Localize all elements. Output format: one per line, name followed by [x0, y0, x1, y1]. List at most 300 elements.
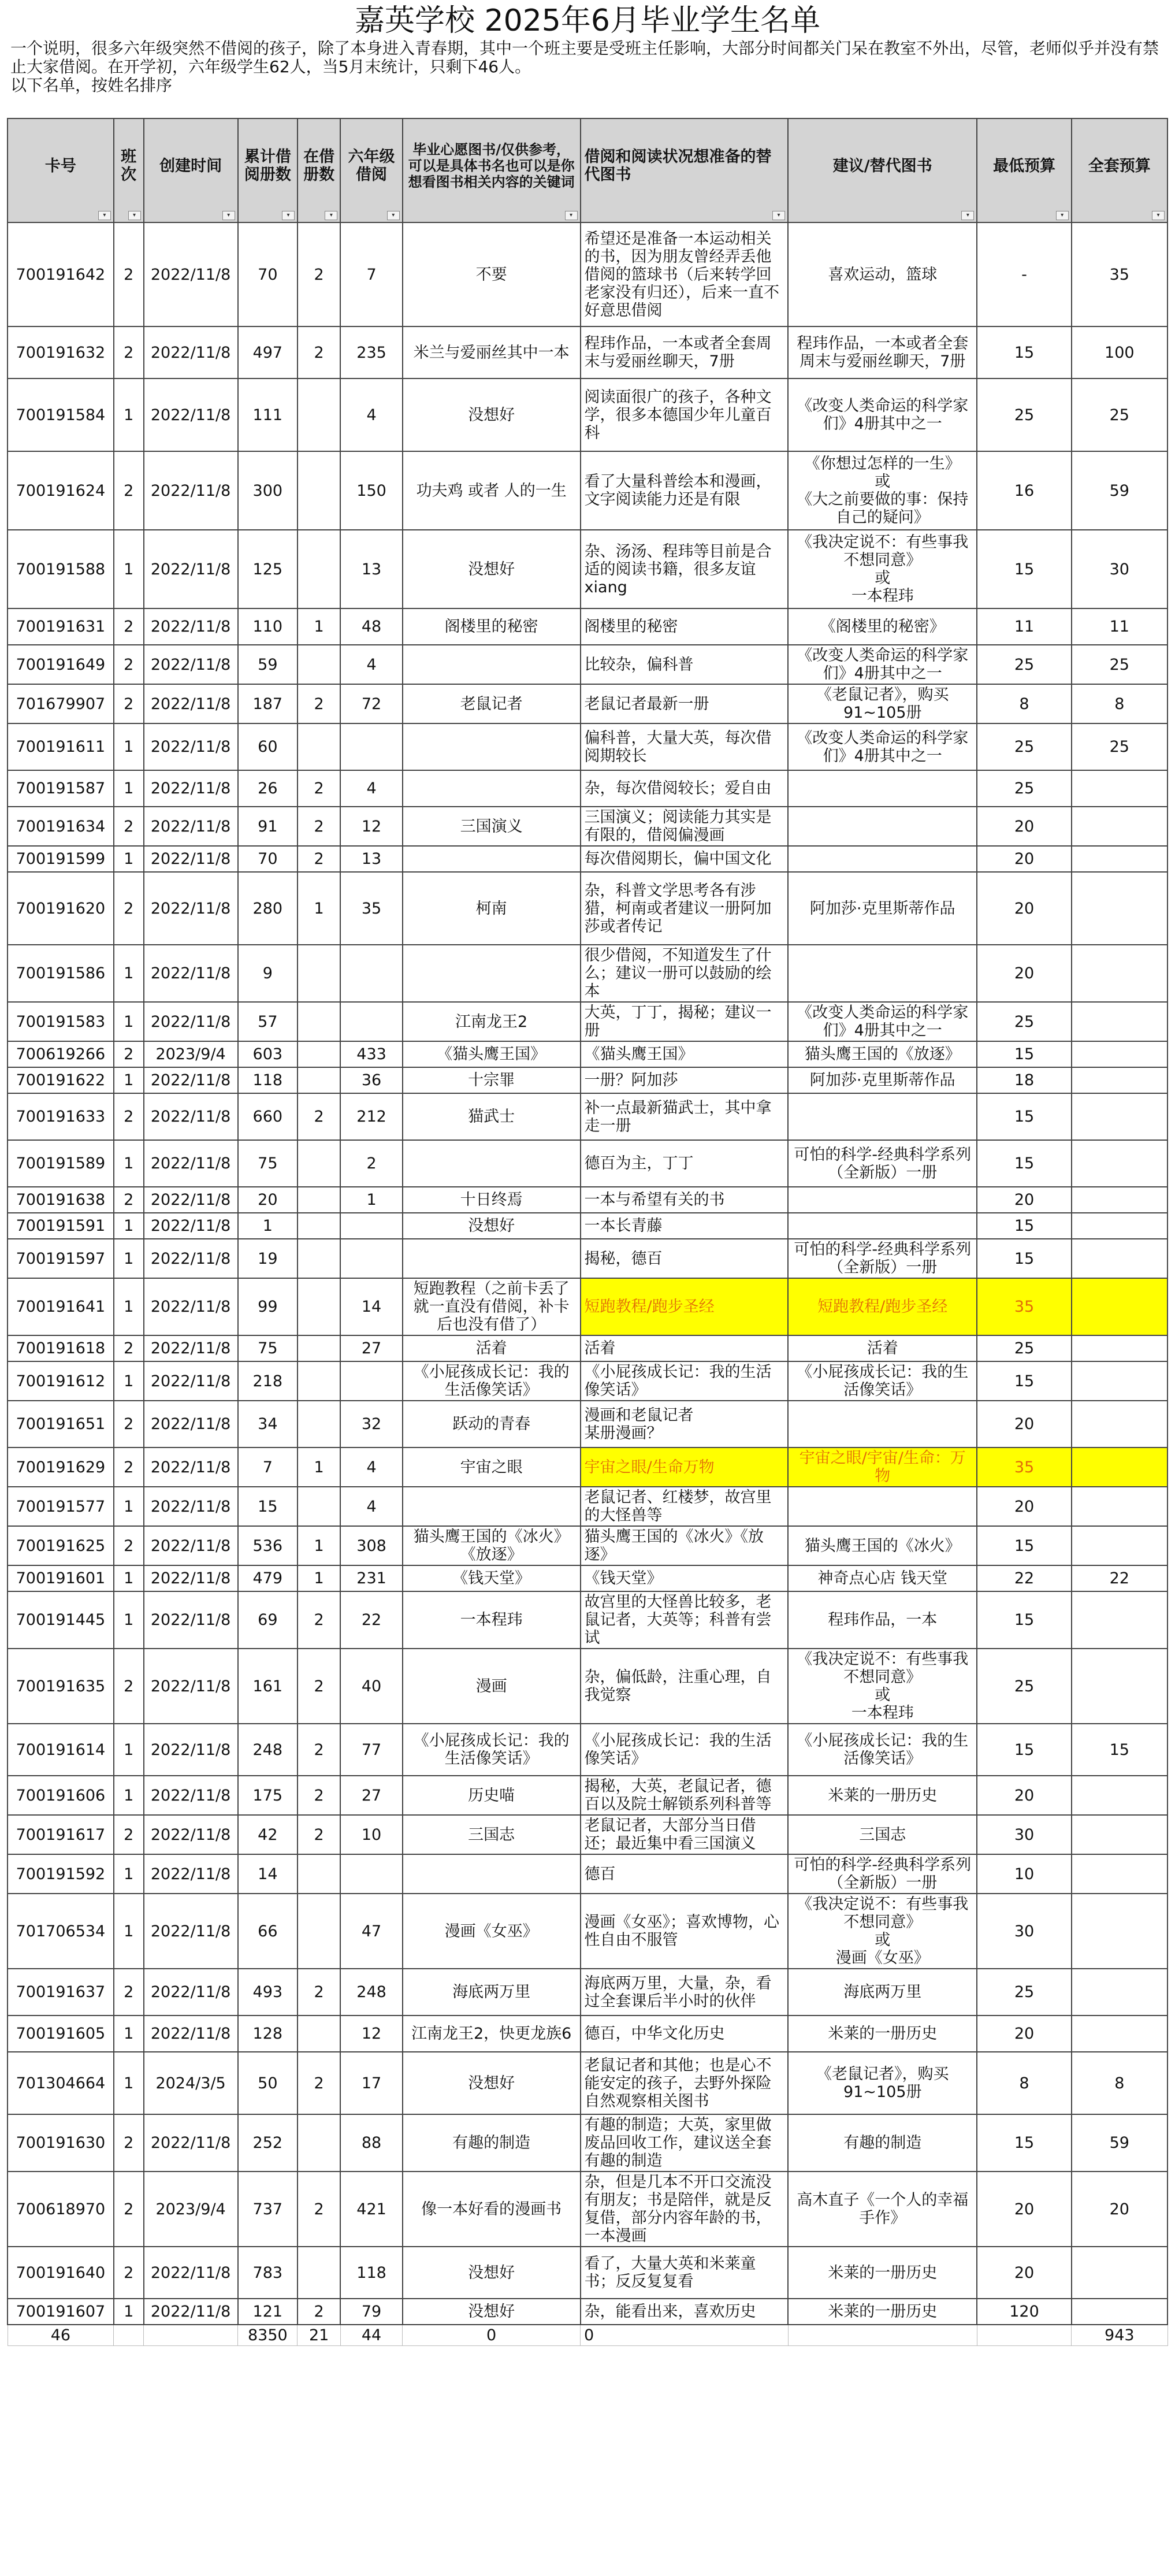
wish-book-cell[interactable]: 跃动的青春 [403, 1401, 581, 1447]
suggestion-cell[interactable] [788, 1187, 977, 1213]
created-date-cell[interactable]: 2022/11/8 [144, 451, 238, 530]
suggestion-cell[interactable]: 可怕的科学-经典科学系列（全新版）一册 [788, 1239, 977, 1278]
set-budget-cell[interactable] [1072, 1776, 1167, 1815]
class-cell[interactable]: 1 [114, 1067, 144, 1093]
total-borrowed[interactable]: 8350 [238, 2325, 298, 2346]
filter-dropdown-icon[interactable]: ▾ [387, 211, 400, 220]
grade6-borrowed-cell[interactable]: 308 [340, 1526, 402, 1565]
filter-dropdown-icon[interactable]: ▾ [1152, 211, 1165, 220]
set-budget-cell[interactable]: 35 [1072, 222, 1167, 326]
min-budget-cell[interactable]: 25 [977, 645, 1071, 684]
card-number-cell[interactable]: 700191607 [8, 2299, 114, 2325]
created-date-cell[interactable]: 2022/11/8 [144, 945, 238, 1002]
wish-book-cell[interactable] [403, 723, 581, 770]
total-cell[interactable] [788, 2325, 977, 2346]
wish-book-cell[interactable] [403, 1854, 581, 1894]
suggestion-cell[interactable]: 短跑教程/跑步圣经 [788, 1278, 977, 1335]
card-number-cell[interactable]: 700191612 [8, 1361, 114, 1401]
min-budget-cell[interactable]: 20 [977, 2172, 1071, 2247]
set-budget-cell[interactable] [1072, 1526, 1167, 1565]
total-borrowed-cell[interactable]: 1 [238, 1213, 298, 1239]
created-date-cell[interactable]: 2022/11/8 [144, 1002, 238, 1041]
grade6-borrowed-cell[interactable]: 47 [340, 1894, 402, 1969]
suggestion-cell[interactable] [788, 945, 977, 1002]
class-cell[interactable]: 1 [114, 1894, 144, 1969]
total-borrowed-cell[interactable]: 14 [238, 1854, 298, 1894]
min-budget-cell[interactable]: 25 [977, 378, 1071, 451]
set-budget-cell[interactable] [1072, 1649, 1167, 1724]
reading-status-cell[interactable]: 海底两万里，大量，杂，看过全套课后半小时的伙伴 [581, 1969, 788, 2015]
set-budget-cell[interactable] [1072, 1854, 1167, 1894]
total-borrowed-cell[interactable]: 497 [238, 326, 298, 378]
reading-status-cell[interactable]: 三国演义；阅读能力其实是有限的，借阅偏漫画 [581, 807, 788, 846]
total-borrowed-cell[interactable]: 280 [238, 872, 298, 945]
class-cell[interactable]: 2 [114, 1401, 144, 1447]
class-cell[interactable]: 1 [114, 1213, 144, 1239]
wish-book-cell[interactable]: 漫画 [403, 1649, 581, 1724]
set-budget-cell[interactable]: 11 [1072, 608, 1167, 645]
total-borrowed-cell[interactable]: 783 [238, 2247, 298, 2299]
total-borrowed-cell[interactable]: 7 [238, 1447, 298, 1487]
total-borrowed-cell[interactable]: 128 [238, 2015, 298, 2052]
wish-book-cell[interactable] [403, 1487, 581, 1526]
grade6-borrowed-cell[interactable]: 4 [340, 645, 402, 684]
class-cell[interactable]: 2 [114, 1447, 144, 1487]
total-borrowed-cell[interactable]: 34 [238, 1401, 298, 1447]
on-loan-cell[interactable]: 2 [298, 1093, 340, 1140]
wish-book-cell[interactable] [403, 1239, 581, 1278]
total-borrowed-cell[interactable]: 69 [238, 1591, 298, 1649]
min-budget-cell[interactable]: 20 [977, 807, 1071, 846]
on-loan-cell[interactable] [298, 1239, 340, 1278]
card-number-cell[interactable]: 700618970 [8, 2172, 114, 2247]
suggestion-cell[interactable]: 猫头鹰王国的《冰火》 [788, 1526, 977, 1565]
wish-book-cell[interactable]: 历史喵 [403, 1776, 581, 1815]
class-cell[interactable]: 1 [114, 846, 144, 872]
card-number-cell[interactable]: 700191632 [8, 326, 114, 378]
min-budget-cell[interactable]: 18 [977, 1067, 1071, 1093]
reading-status-cell[interactable]: 每次借阅期长，偏中国文化 [581, 846, 788, 872]
total-borrowed-cell[interactable]: 121 [238, 2299, 298, 2325]
wish-book-cell[interactable]: 一本程玮 [403, 1591, 581, 1649]
created-date-cell[interactable]: 2022/11/8 [144, 770, 238, 807]
created-date-cell[interactable]: 2022/11/8 [144, 1140, 238, 1187]
suggestion-cell[interactable]: 《改变人类命运的科学家们》4册其中之一 [788, 723, 977, 770]
set-budget-cell[interactable]: 15 [1072, 1724, 1167, 1776]
set-budget-cell[interactable] [1072, 2015, 1167, 2052]
set-budget-cell[interactable] [1072, 1894, 1167, 1969]
min-budget-cell[interactable]: 15 [977, 326, 1071, 378]
grade6-borrowed-cell[interactable] [340, 1854, 402, 1894]
created-date-cell[interactable]: 2022/11/8 [144, 378, 238, 451]
wish-book-cell[interactable]: 活着 [403, 1335, 581, 1361]
total-borrowed-cell[interactable]: 26 [238, 770, 298, 807]
reading-status-cell[interactable]: 很少借阅，不知道发生了什么；建议一册可以鼓励的绘本 [581, 945, 788, 1002]
total-borrowed-cell[interactable]: 75 [238, 1140, 298, 1187]
total-borrowed-cell[interactable]: 737 [238, 2172, 298, 2247]
class-cell[interactable]: 2 [114, 1649, 144, 1724]
total-borrowed-cell[interactable]: 187 [238, 684, 298, 723]
min-budget-cell[interactable]: 25 [977, 770, 1071, 807]
created-date-cell[interactable]: 2022/11/8 [144, 1969, 238, 2015]
total-cell[interactable] [977, 2325, 1071, 2346]
class-cell[interactable]: 2 [114, 807, 144, 846]
reading-status-cell[interactable]: 阁楼里的秘密 [581, 608, 788, 645]
wish-book-cell[interactable]: 不要 [403, 222, 581, 326]
reading-status-cell[interactable]: 德百，中华文化历史 [581, 2015, 788, 2052]
suggestion-cell[interactable]: 《改变人类命运的科学家们》4册其中之一 [788, 378, 977, 451]
suggestion-cell[interactable] [788, 1093, 977, 1140]
set-budget-cell[interactable] [1072, 1969, 1167, 2015]
class-cell[interactable]: 1 [114, 945, 144, 1002]
total-on-loan[interactable]: 21 [298, 2325, 340, 2346]
min-budget-cell[interactable]: - [977, 222, 1071, 326]
grade6-borrowed-cell[interactable]: 79 [340, 2299, 402, 2325]
wish-book-cell[interactable]: 十宗罪 [403, 1067, 581, 1093]
class-cell[interactable]: 1 [114, 1239, 144, 1278]
set-budget-cell[interactable] [1072, 2247, 1167, 2299]
on-loan-cell[interactable]: 2 [298, 1776, 340, 1815]
created-date-cell[interactable]: 2022/11/8 [144, 222, 238, 326]
suggestion-cell[interactable]: 《老鼠记者》，购买91~105册 [788, 2052, 977, 2114]
card-number-cell[interactable]: 700191611 [8, 723, 114, 770]
card-number-cell[interactable]: 700191586 [8, 945, 114, 1002]
total-grade6[interactable]: 44 [340, 2325, 402, 2346]
created-date-cell[interactable]: 2022/11/8 [144, 326, 238, 378]
on-loan-cell[interactable] [298, 1041, 340, 1067]
wish-book-cell[interactable]: 像一本好看的漫画书 [403, 2172, 581, 2247]
card-number-cell[interactable]: 700191577 [8, 1487, 114, 1526]
created-date-cell[interactable]: 2022/11/8 [144, 1894, 238, 1969]
suggestion-cell[interactable]: 猫头鹰王国的《放逐》 [788, 1041, 977, 1067]
class-cell[interactable]: 2 [114, 608, 144, 645]
card-number-cell[interactable]: 701679907 [8, 684, 114, 723]
on-loan-cell[interactable] [298, 1335, 340, 1361]
min-budget-cell[interactable]: 25 [977, 1335, 1071, 1361]
set-budget-cell[interactable] [1072, 1335, 1167, 1361]
created-date-cell[interactable]: 2022/11/8 [144, 1724, 238, 1776]
suggestion-cell[interactable]: 《我决定说不：有些事我不想同意》 或 一本程玮 [788, 530, 977, 608]
wish-book-cell[interactable]: 江南龙王2，快更龙族6 [403, 2015, 581, 2052]
suggestion-cell[interactable]: 《阁楼里的秘密》 [788, 608, 977, 645]
class-cell[interactable]: 2 [114, 872, 144, 945]
reading-status-cell[interactable]: 漫画和老鼠记者 某册漫画？ [581, 1401, 788, 1447]
on-loan-cell[interactable] [298, 1213, 340, 1239]
min-budget-cell[interactable]: 20 [977, 2247, 1071, 2299]
set-budget-cell[interactable] [1072, 1487, 1167, 1526]
on-loan-cell[interactable]: 1 [298, 1526, 340, 1565]
grade6-borrowed-cell[interactable]: 1 [340, 1187, 402, 1213]
created-date-cell[interactable]: 2022/11/8 [144, 1067, 238, 1093]
grade6-borrowed-cell[interactable] [340, 1239, 402, 1278]
wish-book-cell[interactable]: 《钱天堂》 [403, 1565, 581, 1591]
filter-dropdown-icon[interactable]: ▾ [98, 211, 111, 220]
class-cell[interactable]: 1 [114, 1002, 144, 1041]
class-cell[interactable]: 2 [114, 222, 144, 326]
wish-book-cell[interactable]: 海底两万里 [403, 1969, 581, 2015]
total-borrowed-cell[interactable]: 248 [238, 1724, 298, 1776]
filter-dropdown-icon[interactable]: ▾ [222, 211, 235, 220]
class-cell[interactable]: 1 [114, 1724, 144, 1776]
class-cell[interactable]: 2 [114, 1969, 144, 2015]
created-date-cell[interactable]: 2022/11/8 [144, 807, 238, 846]
created-date-cell[interactable]: 2022/11/8 [144, 1187, 238, 1213]
class-cell[interactable]: 1 [114, 2052, 144, 2114]
total-borrowed-cell[interactable]: 15 [238, 1487, 298, 1526]
reading-status-cell[interactable]: 偏科普，大量大英，每次借阅期较长 [581, 723, 788, 770]
grade6-borrowed-cell[interactable]: 421 [340, 2172, 402, 2247]
filter-dropdown-icon[interactable]: ▾ [565, 211, 578, 220]
total-borrowed-cell[interactable]: 118 [238, 1067, 298, 1093]
card-number-cell[interactable]: 700191597 [8, 1239, 114, 1278]
on-loan-cell[interactable] [298, 2247, 340, 2299]
total-borrowed-cell[interactable]: 91 [238, 807, 298, 846]
reading-status-cell[interactable]: 漫画《女巫》；喜欢博物，心性自由不服管 [581, 1894, 788, 1969]
grade6-borrowed-cell[interactable]: 22 [340, 1591, 402, 1649]
min-budget-cell[interactable]: 15 [977, 1239, 1071, 1278]
min-budget-cell[interactable]: 15 [977, 1093, 1071, 1140]
on-loan-cell[interactable]: 2 [298, 1724, 340, 1776]
grade6-borrowed-cell[interactable]: 13 [340, 530, 402, 608]
class-cell[interactable]: 2 [114, 1187, 144, 1213]
card-number-cell[interactable]: 700191587 [8, 770, 114, 807]
min-budget-cell[interactable]: 15 [977, 1361, 1071, 1401]
suggestion-cell[interactable] [788, 1213, 977, 1239]
on-loan-cell[interactable]: 1 [298, 872, 340, 945]
filter-dropdown-icon[interactable]: ▾ [282, 211, 295, 220]
card-number-cell[interactable]: 700191588 [8, 530, 114, 608]
card-number-cell[interactable]: 700191601 [8, 1565, 114, 1591]
reading-status-cell[interactable]: 程玮作品，一本或者全套周末与爱丽丝聊天，7册 [581, 326, 788, 378]
suggestion-cell[interactable]: 宇宙之眼/宇宙/生命：万物 [788, 1447, 977, 1487]
set-budget-cell[interactable] [1072, 2299, 1167, 2325]
min-budget-cell[interactable]: 20 [977, 2015, 1071, 2052]
on-loan-cell[interactable] [298, 1401, 340, 1447]
card-number-cell[interactable]: 700191584 [8, 378, 114, 451]
wish-book-cell[interactable] [403, 645, 581, 684]
set-budget-cell[interactable] [1072, 1591, 1167, 1649]
total-borrowed-cell[interactable]: 50 [238, 2052, 298, 2114]
total-borrowed-cell[interactable]: 175 [238, 1776, 298, 1815]
grade6-borrowed-cell[interactable]: 35 [340, 872, 402, 945]
class-cell[interactable]: 1 [114, 1361, 144, 1401]
created-date-cell[interactable]: 2022/11/8 [144, 1213, 238, 1239]
card-number-cell[interactable]: 700191591 [8, 1213, 114, 1239]
created-date-cell[interactable]: 2022/11/8 [144, 608, 238, 645]
filter-dropdown-icon[interactable]: ▾ [772, 211, 785, 220]
wish-book-cell[interactable]: 没想好 [403, 378, 581, 451]
reading-status-cell[interactable]: 一册？阿加莎 [581, 1067, 788, 1093]
suggestion-cell[interactable]: 《改变人类命运的科学家们》4册其中之一 [788, 1002, 977, 1041]
card-number-cell[interactable]: 700191641 [8, 1278, 114, 1335]
created-date-cell[interactable]: 2022/11/8 [144, 684, 238, 723]
grade6-borrowed-cell[interactable]: 27 [340, 1335, 402, 1361]
class-cell[interactable]: 2 [114, 1093, 144, 1140]
reading-status-cell[interactable]: 《钱天堂》 [581, 1565, 788, 1591]
reading-status-cell[interactable]: 《猫头鹰王国》 [581, 1041, 788, 1067]
set-budget-cell[interactable]: 25 [1072, 645, 1167, 684]
set-budget-cell[interactable]: 25 [1072, 723, 1167, 770]
reading-status-cell[interactable]: 杂，能看出来，喜欢历史 [581, 2299, 788, 2325]
reading-status-cell[interactable]: 揭秘，大英，老鼠记者，德百以及院士解锁系列科普等 [581, 1776, 788, 1815]
suggestion-cell[interactable] [788, 846, 977, 872]
created-date-cell[interactable]: 2023/9/4 [144, 1041, 238, 1067]
suggestion-cell[interactable]: 米莱的一册历史 [788, 2247, 977, 2299]
on-loan-cell[interactable] [298, 378, 340, 451]
card-number-cell[interactable]: 700191633 [8, 1093, 114, 1140]
reading-status-cell[interactable]: 活着 [581, 1335, 788, 1361]
class-cell[interactable]: 1 [114, 2299, 144, 2325]
card-number-cell[interactable]: 700191625 [8, 1526, 114, 1565]
created-date-cell[interactable]: 2024/3/5 [144, 2052, 238, 2114]
total-borrowed-cell[interactable]: 218 [238, 1361, 298, 1401]
grade6-borrowed-cell[interactable] [340, 723, 402, 770]
created-date-cell[interactable]: 2022/11/8 [144, 1591, 238, 1649]
reading-status-cell[interactable]: 老鼠记者最新一册 [581, 684, 788, 723]
total-borrowed-cell[interactable]: 70 [238, 222, 298, 326]
card-number-cell[interactable]: 700191606 [8, 1776, 114, 1815]
grade6-borrowed-cell[interactable]: 27 [340, 1776, 402, 1815]
on-loan-cell[interactable]: 2 [298, 2052, 340, 2114]
grade6-borrowed-cell[interactable]: 235 [340, 326, 402, 378]
total-borrowed-cell[interactable]: 99 [238, 1278, 298, 1335]
class-cell[interactable]: 1 [114, 770, 144, 807]
set-budget-cell[interactable]: 8 [1072, 2052, 1167, 2114]
on-loan-cell[interactable]: 2 [298, 1969, 340, 2015]
suggestion-cell[interactable]: 阿加莎·克里斯蒂作品 [788, 1067, 977, 1093]
card-number-cell[interactable]: 700191637 [8, 1969, 114, 2015]
card-number-cell[interactable]: 700191599 [8, 846, 114, 872]
total-borrowed-cell[interactable]: 252 [238, 2114, 298, 2172]
card-number-cell[interactable]: 700191622 [8, 1067, 114, 1093]
on-loan-cell[interactable]: 1 [298, 1565, 340, 1591]
total-borrowed-cell[interactable]: 660 [238, 1093, 298, 1140]
suggestion-cell[interactable] [788, 807, 977, 846]
suggestion-cell[interactable]: 程玮作品，一本 [788, 1591, 977, 1649]
min-budget-cell[interactable]: 20 [977, 1776, 1071, 1815]
min-budget-cell[interactable]: 20 [977, 1401, 1071, 1447]
wish-book-cell[interactable]: 老鼠记者 [403, 684, 581, 723]
on-loan-cell[interactable] [298, 1187, 340, 1213]
created-date-cell[interactable]: 2022/11/8 [144, 723, 238, 770]
grade6-borrowed-cell[interactable]: 7 [340, 222, 402, 326]
wish-book-cell[interactable]: 没想好 [403, 530, 581, 608]
on-loan-cell[interactable]: 2 [298, 770, 340, 807]
grade6-borrowed-cell[interactable]: 212 [340, 1093, 402, 1140]
min-budget-cell[interactable]: 25 [977, 723, 1071, 770]
class-cell[interactable]: 2 [114, 326, 144, 378]
min-budget-cell[interactable]: 8 [977, 2052, 1071, 2114]
created-date-cell[interactable]: 2022/11/8 [144, 1361, 238, 1401]
suggestion-cell[interactable]: 活着 [788, 1335, 977, 1361]
card-number-cell[interactable]: 700191592 [8, 1854, 114, 1894]
total-borrowed-cell[interactable]: 66 [238, 1894, 298, 1969]
set-budget-cell[interactable]: 20 [1072, 2172, 1167, 2247]
on-loan-cell[interactable] [298, 1854, 340, 1894]
reading-status-cell[interactable]: 揭秘，德百 [581, 1239, 788, 1278]
total-borrowed-cell[interactable]: 125 [238, 530, 298, 608]
set-budget-cell[interactable] [1072, 1002, 1167, 1041]
class-cell[interactable]: 1 [114, 378, 144, 451]
min-budget-cell[interactable]: 20 [977, 945, 1071, 1002]
wish-book-cell[interactable]: 没想好 [403, 1213, 581, 1239]
suggestion-cell[interactable]: 喜欢运动，篮球 [788, 222, 977, 326]
reading-status-cell[interactable]: 一本长青藤 [581, 1213, 788, 1239]
total-borrowed-cell[interactable]: 110 [238, 608, 298, 645]
grade6-borrowed-cell[interactable]: 4 [340, 770, 402, 807]
min-budget-cell[interactable]: 15 [977, 1724, 1071, 1776]
set-budget-cell[interactable]: 22 [1072, 1565, 1167, 1591]
total-borrowed-cell[interactable]: 536 [238, 1526, 298, 1565]
grade6-borrowed-cell[interactable]: 88 [340, 2114, 402, 2172]
wish-book-cell[interactable]: 江南龙王2 [403, 1002, 581, 1041]
on-loan-cell[interactable] [298, 530, 340, 608]
reading-status-cell[interactable]: 阅读面很广的孩子，各种文学，很多本德国少年儿童百科 [581, 378, 788, 451]
on-loan-cell[interactable] [298, 1278, 340, 1335]
total-borrowed-cell[interactable]: 60 [238, 723, 298, 770]
wish-book-cell[interactable]: 猫头鹰王国的《冰火》《放逐》 [403, 1526, 581, 1565]
grade6-borrowed-cell[interactable]: 12 [340, 807, 402, 846]
min-budget-cell[interactable]: 15 [977, 2114, 1071, 2172]
card-number-cell[interactable]: 700191638 [8, 1187, 114, 1213]
class-cell[interactable]: 2 [114, 1041, 144, 1067]
set-budget-cell[interactable] [1072, 1401, 1167, 1447]
reading-status-cell[interactable]: 杂、汤汤、程玮等目前是合适的阅读书籍，很多友谊xiang [581, 530, 788, 608]
card-number-cell[interactable]: 700191583 [8, 1002, 114, 1041]
card-number-cell[interactable]: 700191614 [8, 1724, 114, 1776]
total-cell[interactable] [144, 2325, 238, 2346]
card-number-cell[interactable]: 700191445 [8, 1591, 114, 1649]
created-date-cell[interactable]: 2022/11/8 [144, 1854, 238, 1894]
class-cell[interactable]: 2 [114, 1526, 144, 1565]
wish-book-cell[interactable]: 没想好 [403, 2299, 581, 2325]
on-loan-cell[interactable]: 2 [298, 684, 340, 723]
on-loan-cell[interactable] [298, 1361, 340, 1401]
grade6-borrowed-cell[interactable]: 72 [340, 684, 402, 723]
wish-book-cell[interactable] [403, 1140, 581, 1187]
min-budget-cell[interactable]: 25 [977, 1649, 1071, 1724]
total-borrowed-cell[interactable]: 70 [238, 846, 298, 872]
wish-book-cell[interactable]: 《猫头鹰王国》 [403, 1041, 581, 1067]
class-cell[interactable]: 2 [114, 2114, 144, 2172]
suggestion-cell[interactable]: 可怕的科学-经典科学系列（全新版）一册 [788, 1854, 977, 1894]
total-status[interactable]: 0 [581, 2325, 788, 2346]
set-budget-cell[interactable] [1072, 1447, 1167, 1487]
created-date-cell[interactable]: 2022/11/8 [144, 1239, 238, 1278]
set-budget-cell[interactable]: 8 [1072, 684, 1167, 723]
total-borrowed-cell[interactable]: 9 [238, 945, 298, 1002]
total-cell[interactable] [114, 2325, 144, 2346]
on-loan-cell[interactable] [298, 2015, 340, 2052]
on-loan-cell[interactable] [298, 645, 340, 684]
set-budget-cell[interactable] [1072, 872, 1167, 945]
reading-status-cell[interactable]: 比较杂，偏科普 [581, 645, 788, 684]
suggestion-cell[interactable]: 《小屁孩成长记：我的生活像笑话》 [788, 1724, 977, 1776]
card-number-cell[interactable]: 700191635 [8, 1649, 114, 1724]
card-number-cell[interactable]: 700191629 [8, 1447, 114, 1487]
reading-status-cell[interactable]: 老鼠记者、红楼梦，故宫里的大怪兽等 [581, 1487, 788, 1526]
total-borrowed-cell[interactable]: 493 [238, 1969, 298, 2015]
on-loan-cell[interactable]: 2 [298, 326, 340, 378]
on-loan-cell[interactable] [298, 945, 340, 1002]
min-budget-cell[interactable]: 20 [977, 872, 1071, 945]
min-budget-cell[interactable]: 22 [977, 1565, 1071, 1591]
suggestion-cell[interactable] [788, 770, 977, 807]
card-number-cell[interactable]: 700191617 [8, 1815, 114, 1854]
created-date-cell[interactable]: 2022/11/8 [144, 645, 238, 684]
wish-book-cell[interactable]: 三国志 [403, 1815, 581, 1854]
reading-status-cell[interactable]: 宇宙之眼/生命万物 [581, 1447, 788, 1487]
